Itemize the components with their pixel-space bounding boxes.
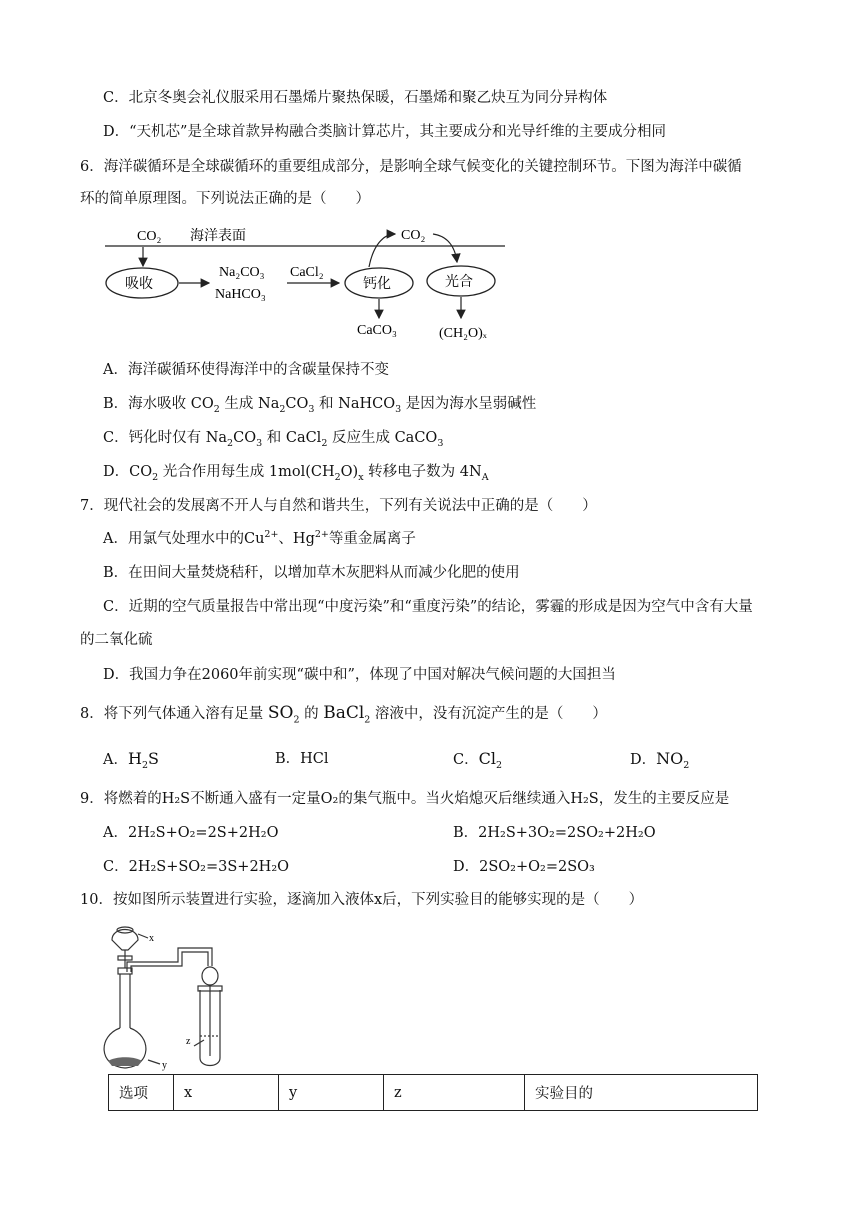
q7-stem: 7．现代社会的发展离不开人与自然和谐共生，下列有关说法中正确的是（ ） — [80, 498, 597, 514]
co2-to-photo-arrow — [433, 234, 457, 262]
q8-option-b: B．HCl — [275, 751, 329, 767]
co2-top-label: CO₂ — [401, 228, 426, 243]
q7-option-d: D．我国力争在2060年前实现“碳中和”，体现了中国对解决气候问题的大国担当 — [103, 667, 616, 683]
header-z: z — [384, 1075, 525, 1111]
header-purpose: 实验目的 — [525, 1075, 758, 1111]
q6-option-d: D．$CO_2$ 光合作用每生成 $1mol(CH_2O)_x$ 转移电子数为 $4N_A$ — [103, 464, 489, 483]
label-y: y — [162, 1060, 167, 1071]
nahco3-label: NaHCO₃ — [215, 287, 266, 302]
na2co3-label: Na₂CO₃ — [219, 265, 265, 280]
q5-option-d: D．“天机芯”是全球首款异构融合类脑计算芯片，其主要成分和光导纤维的主要成分相同 — [103, 124, 666, 140]
q7-option-a: A．用氯气处理水中的$Cu^{2+}$、$Hg^{2+}$等重金属离子 — [103, 529, 416, 547]
q8-option-a: A．$H_2S$ — [103, 749, 159, 772]
ocean-surface-label: 海洋表面 — [190, 228, 246, 244]
q9-stem: 9．将燃着的H₂S不断通入盛有一定量O₂的集气瓶中。当火焰熄灭后继续通入H₂S，发生的主要反应是 — [80, 791, 730, 807]
calcify-to-co2-arrow — [369, 234, 395, 267]
q9-option-c: C．2H₂S+SO₂=3S+2H₂O — [103, 859, 290, 875]
q10-stem: 10．按如图所示装置进行实验，逐滴加入液体x后，下列实验目的能够实现的是（ ） — [80, 892, 644, 908]
q8-option-d: D．$NO_2$ — [630, 749, 690, 772]
q9-option-a: A．2H₂S+O₂=2S+2H₂O — [103, 825, 279, 841]
q8-option-c: C．$Cl_2$ — [453, 749, 503, 772]
q6-option-b: B．海水吸收 $CO_2$ 生成 $Na_2CO_3$ 和 NaHCO$_3$ 是因为海水呈弱碱性 — [103, 396, 537, 415]
header-option: 选项 — [109, 1075, 174, 1111]
table-header-row — [109, 1075, 758, 1111]
q9-option-b: B．2H₂S+3O₂=2SO₂+2H₂O — [453, 825, 656, 841]
q7-option-c-line2: 的二氧化硫 — [80, 632, 153, 648]
q6-option-c: C．钙化时仅有 $Na_2CO_3$ 和 CaCl$_2$ 反应生成 CaCO$_3$ — [103, 430, 444, 449]
q6-stem-line2: 环的简单原理图。下列说法正确的是（ ） — [80, 191, 370, 207]
q6-stem-line1: 6．海洋碳循环是全球碳循环的重要组成部分，是影响全球气候变化的关键控制环节。下图为海洋中碳循 — [80, 159, 742, 175]
photosynthesis-label: 光合 — [445, 274, 473, 290]
cacl2-label: CaCl₂ — [290, 265, 324, 280]
q6-option-a: A．海洋碳循环使得海洋中的含碳量保持不变 — [103, 362, 389, 378]
absorb-label: 吸收 — [125, 276, 153, 292]
header-y: y — [279, 1075, 384, 1111]
q7-option-c-line1: C．近期的空气质量报告中常出现“中度污染”和“重度污染”的结论，雾霾的形成是因为空气中含有大量 — [103, 599, 753, 615]
header-x: x — [174, 1075, 279, 1111]
ch2o-label: (CH₂O)ₓ — [439, 326, 487, 341]
experiment-apparatus-diagram — [98, 918, 248, 1073]
co2-left-label: CO₂ — [137, 229, 162, 244]
caco3-label: CaCO₃ — [357, 323, 397, 338]
q10-options-table — [108, 1074, 758, 1111]
q9-option-d: D．2SO₂+O₂=2SO₃ — [453, 859, 595, 875]
calcify-label: 钙化 — [363, 276, 391, 292]
q7-option-b: B．在田间大量焚烧秸秆，以增加草木灰肥料从而减少化肥的使用 — [103, 565, 520, 581]
solid-y — [108, 1057, 142, 1066]
label-x: x — [149, 933, 154, 944]
label-z: z — [186, 1036, 191, 1047]
ocean-carbon-cycle-diagram — [95, 220, 515, 345]
q8-stem: 8．将下列气体通入溶有足量 $SO_2$ 的 BaCl$_2$ 溶液中，没有沉淀产生的是（ ） — [80, 703, 607, 726]
q5-option-c: C．北京冬奥会礼仪服采用石墨烯片聚热保暖，石墨烯和聚乙炔互为同分异构体 — [103, 90, 608, 106]
